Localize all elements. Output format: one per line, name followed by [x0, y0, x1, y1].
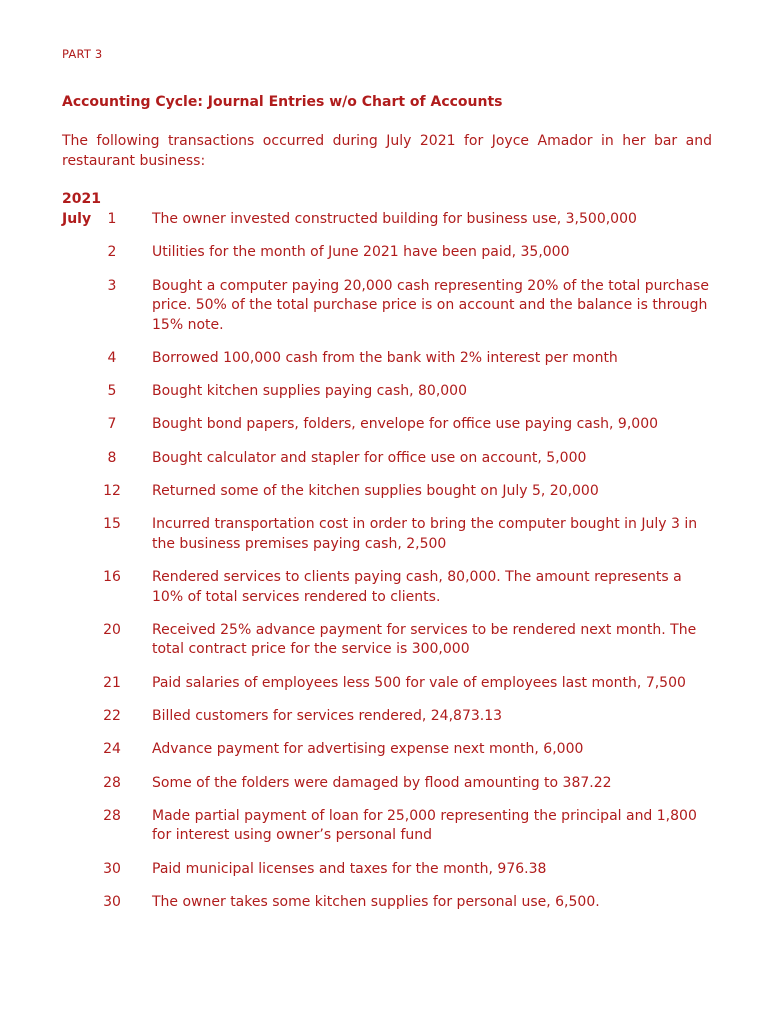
transaction-day: 30	[103, 894, 121, 911]
transaction-day: 7	[107, 416, 117, 433]
transaction-description: Borrowed 100,000 cash from the bank with 2% interest per month	[152, 349, 618, 366]
transaction-day: 16	[103, 569, 121, 586]
transaction-item	[62, 860, 712, 880]
transaction-item	[62, 482, 712, 502]
transaction-description: Paid municipal licenses and taxes for the month, 976.38	[152, 860, 547, 877]
transaction-description: Incurred transportation cost in order to bring the computer bought in July 3 in the business premises paying cash, 2,500	[152, 516, 698, 552]
transaction-day: 28	[103, 774, 121, 791]
transaction-day: 3	[107, 277, 117, 294]
transaction-day: 4	[107, 349, 117, 366]
transaction-day: 12	[103, 483, 121, 500]
document-page	[62, 0, 712, 1024]
transaction-item	[62, 774, 712, 794]
transaction-item	[62, 740, 712, 760]
transaction-item	[62, 415, 712, 435]
transaction-description: The owner invested constructed building for business use, 3,500,000	[152, 211, 637, 227]
transaction-item	[62, 807, 712, 846]
transaction-description: Billed customers for services rendered, 24,873.13	[152, 708, 503, 725]
transaction-day: 21	[103, 674, 121, 691]
transaction-description: Bought kitchen supplies paying cash, 80,000	[152, 383, 467, 400]
transaction-item	[62, 674, 712, 694]
transaction-day: 2	[107, 244, 117, 261]
transaction-day: 5	[107, 383, 117, 400]
transaction-description: Some of the folders were damaged by flood amounting to 387.22	[152, 774, 612, 791]
transaction-item	[62, 382, 712, 402]
transaction-description: The owner takes some kitchen supplies for personal use, 6,500.	[152, 894, 600, 911]
transaction-description: Made partial payment of loan for 25,000 representing the principal and 1,800 for interest using owner’s personal fund	[152, 807, 697, 844]
transaction-description: Received 25% advance payment for services to be rendered next month. The total contract price for the service is 300,000	[152, 621, 697, 658]
transaction-item	[62, 449, 712, 469]
transaction-item	[62, 210, 712, 230]
transaction-item	[62, 277, 712, 336]
transaction-item	[62, 707, 712, 727]
transaction-description: Returned some of the kitchen supplies bought on July 5, 20,000	[152, 483, 599, 500]
transaction-day: 1	[107, 211, 117, 227]
month-heading: July	[62, 211, 92, 227]
year-heading: 2021	[62, 191, 101, 207]
transaction-day: 15	[103, 516, 121, 533]
transaction-list	[62, 210, 712, 913]
part-label: PART 3	[62, 47, 103, 61]
transaction-description: Advance payment for advertising expense next month, 6,000	[152, 741, 584, 758]
transaction-item	[62, 893, 712, 913]
transaction-day: 20	[103, 621, 121, 638]
transaction-item	[62, 621, 712, 660]
transaction-day: 22	[103, 708, 121, 725]
transaction-description: Bought a computer paying 20,000 cash representing 20% of the total purchase price. 50% of the total purchase price is on account and the balance is through 15% note.	[152, 277, 709, 333]
transaction-day: 24	[103, 741, 121, 758]
intro-paragraph: The following transactions occurred during July 2021 for Joyce Amador in her bar and restaurant business:	[62, 133, 712, 169]
transaction-item	[62, 349, 712, 369]
transaction-day: 28	[103, 807, 121, 824]
document-title: Accounting Cycle: Journal Entries w/o Chart of Accounts	[62, 94, 503, 110]
transaction-description: Utilities for the month of June 2021 have been paid, 35,000	[152, 244, 570, 261]
transaction-item	[62, 515, 712, 554]
transaction-day: 30	[103, 860, 121, 877]
transaction-day: 8	[107, 449, 117, 466]
transaction-item	[62, 243, 712, 263]
transaction-description: Bought bond papers, folders, envelope for office use paying cash, 9,000	[152, 416, 659, 433]
transaction-description: Bought calculator and stapler for office use on account, 5,000	[152, 449, 587, 466]
transaction-description: Paid salaries of employees less 500 for vale of employees last month, 7,500	[152, 674, 686, 691]
transaction-description: Rendered services to clients paying cash, 80,000. The amount represents a 10% of total services rendered to clients.	[152, 569, 682, 605]
transaction-item	[62, 568, 712, 607]
